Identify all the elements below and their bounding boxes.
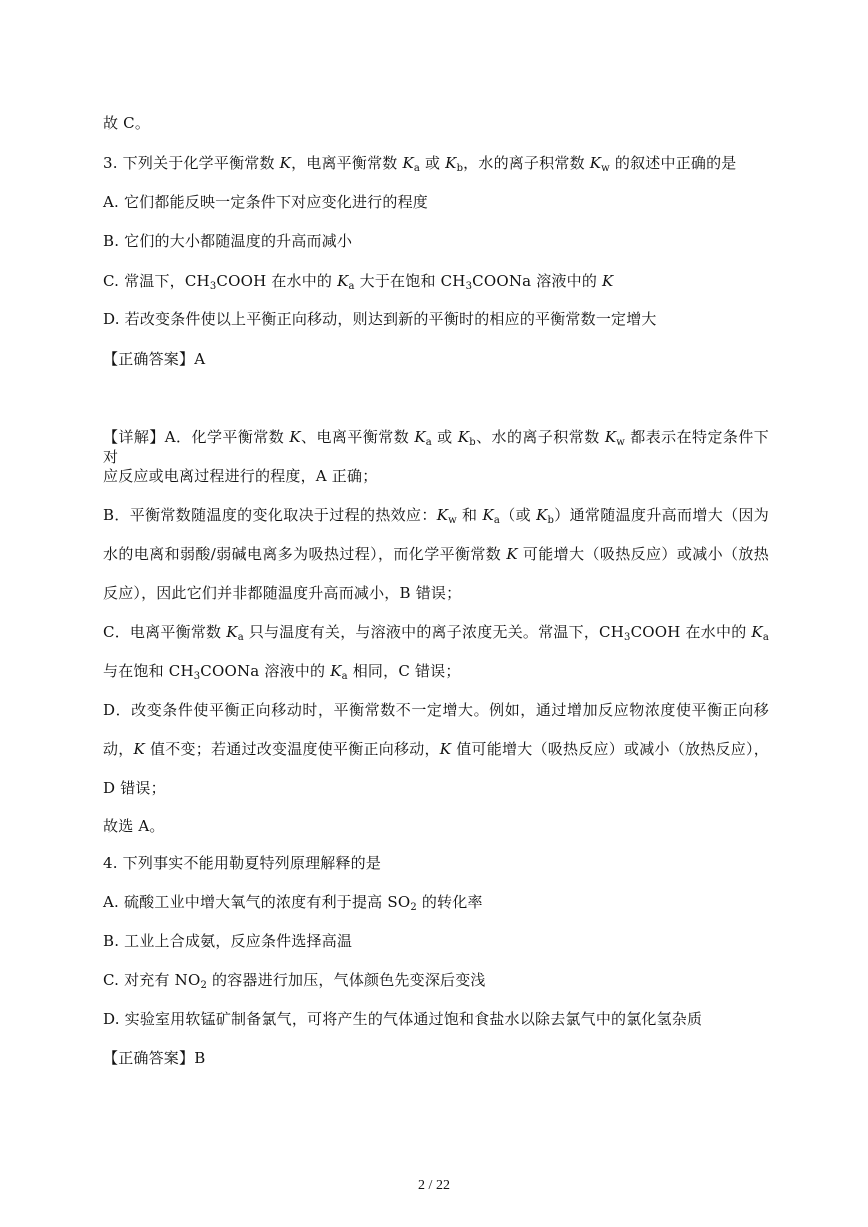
explanation-line: 反应），因此它们并非都随温度升高而减小，B 错误； [103,584,462,602]
page-separator: / [428,1178,433,1193]
current-page: 2 [418,1178,426,1193]
question-3-option-d: D. 若改变条件使以上平衡正向移动，则达到新的平衡时的相应的平衡常数一定增大 [103,310,657,328]
explanation-line: 动，K 值不变；若通过改变温度使平衡正向移动，K 值可能增大（吸热反应）或减小（放热反应）， [103,740,769,758]
page-number [0,1178,868,1194]
question-4-option-d: D. 实验室用软锰矿制备氯气，可将产生的气体通过饱和食盐水以除去氯气中的氯化氢杂质 [103,1010,703,1028]
total-pages: 22 [435,1178,450,1193]
question-4-option-c: C. 对充有 $NO_2$ 的容器进行加压，气体颜色先变深后变浅 [103,971,486,991]
question-4-option-b: B. 工业上合成氨，反应条件选择高温 [103,932,353,950]
explanation-line: 【详解】A．化学平衡常数 K、电离平衡常数 $K_a$ 或 $K_b$、水的离子积常数 $K_w$ 都表示在特定条件下对 [103,428,769,466]
explanation-line: B．平衡常数随温度的变化取决于过程的热效应：$K_w$ 和 $K_a$（或 $K_b$）通常随温度升高而增大（因为 [103,506,769,526]
question-3-option-c: C. 常温下，$CH_3COOH$ 在水中的 $K_a$ 大于在饱和 $CH_3COONa$ 溶液中的 K [103,272,614,292]
explanation-line: 水的电离和弱酸/弱碱电离多为吸热过程），而化学平衡常数 K 可能增大（吸热反应）或减小（放热 [103,545,769,563]
explanation-line: 故选 A。 [103,817,165,835]
question-3-option-b: B. 它们的大小都随温度的升高而减小 [103,232,353,250]
question-3-answer: 【正确答案】A [103,350,206,368]
question-4-stem: 4. 下列事实不能用勒夏特列原理解释的是 [103,854,382,872]
question-4-option-a: A. 硫酸工业中增大氧气的浓度有利于提高 $SO_2$ 的转化率 [103,893,483,913]
question-4-answer: 【正确答案】B [103,1049,206,1067]
explanation-line: 与在饱和 $CH_3COONa$ 溶液中的 $K_a$ 相同，C 错误； [103,662,461,682]
explanation-line: 应反应或电离过程进行的程度，A 正确； [103,467,378,485]
explanation-line: D 错误； [103,779,166,797]
text-line: 故 C。 [103,114,151,132]
explanation-line: D．改变条件使平衡正向移动时，平衡常数不一定增大。例如，通过增加反应物浓度使平衡正向移 [103,701,769,719]
explanation-line: C．电离平衡常数 $K_a$ 只与温度有关，与溶液中的离子浓度无关。常温下，$CH_3COOH$ 在水中的 $K_a$ [103,623,769,643]
question-3-stem: 3. 下列关于化学平衡常数 K，电离平衡常数 $K_a$ 或 $K_b$，水的离子积常数 $K_w$ 的叙述中正确的是 [103,154,737,174]
question-3-option-a: A. 它们都能反映一定条件下对应变化进行的程度 [103,193,428,211]
